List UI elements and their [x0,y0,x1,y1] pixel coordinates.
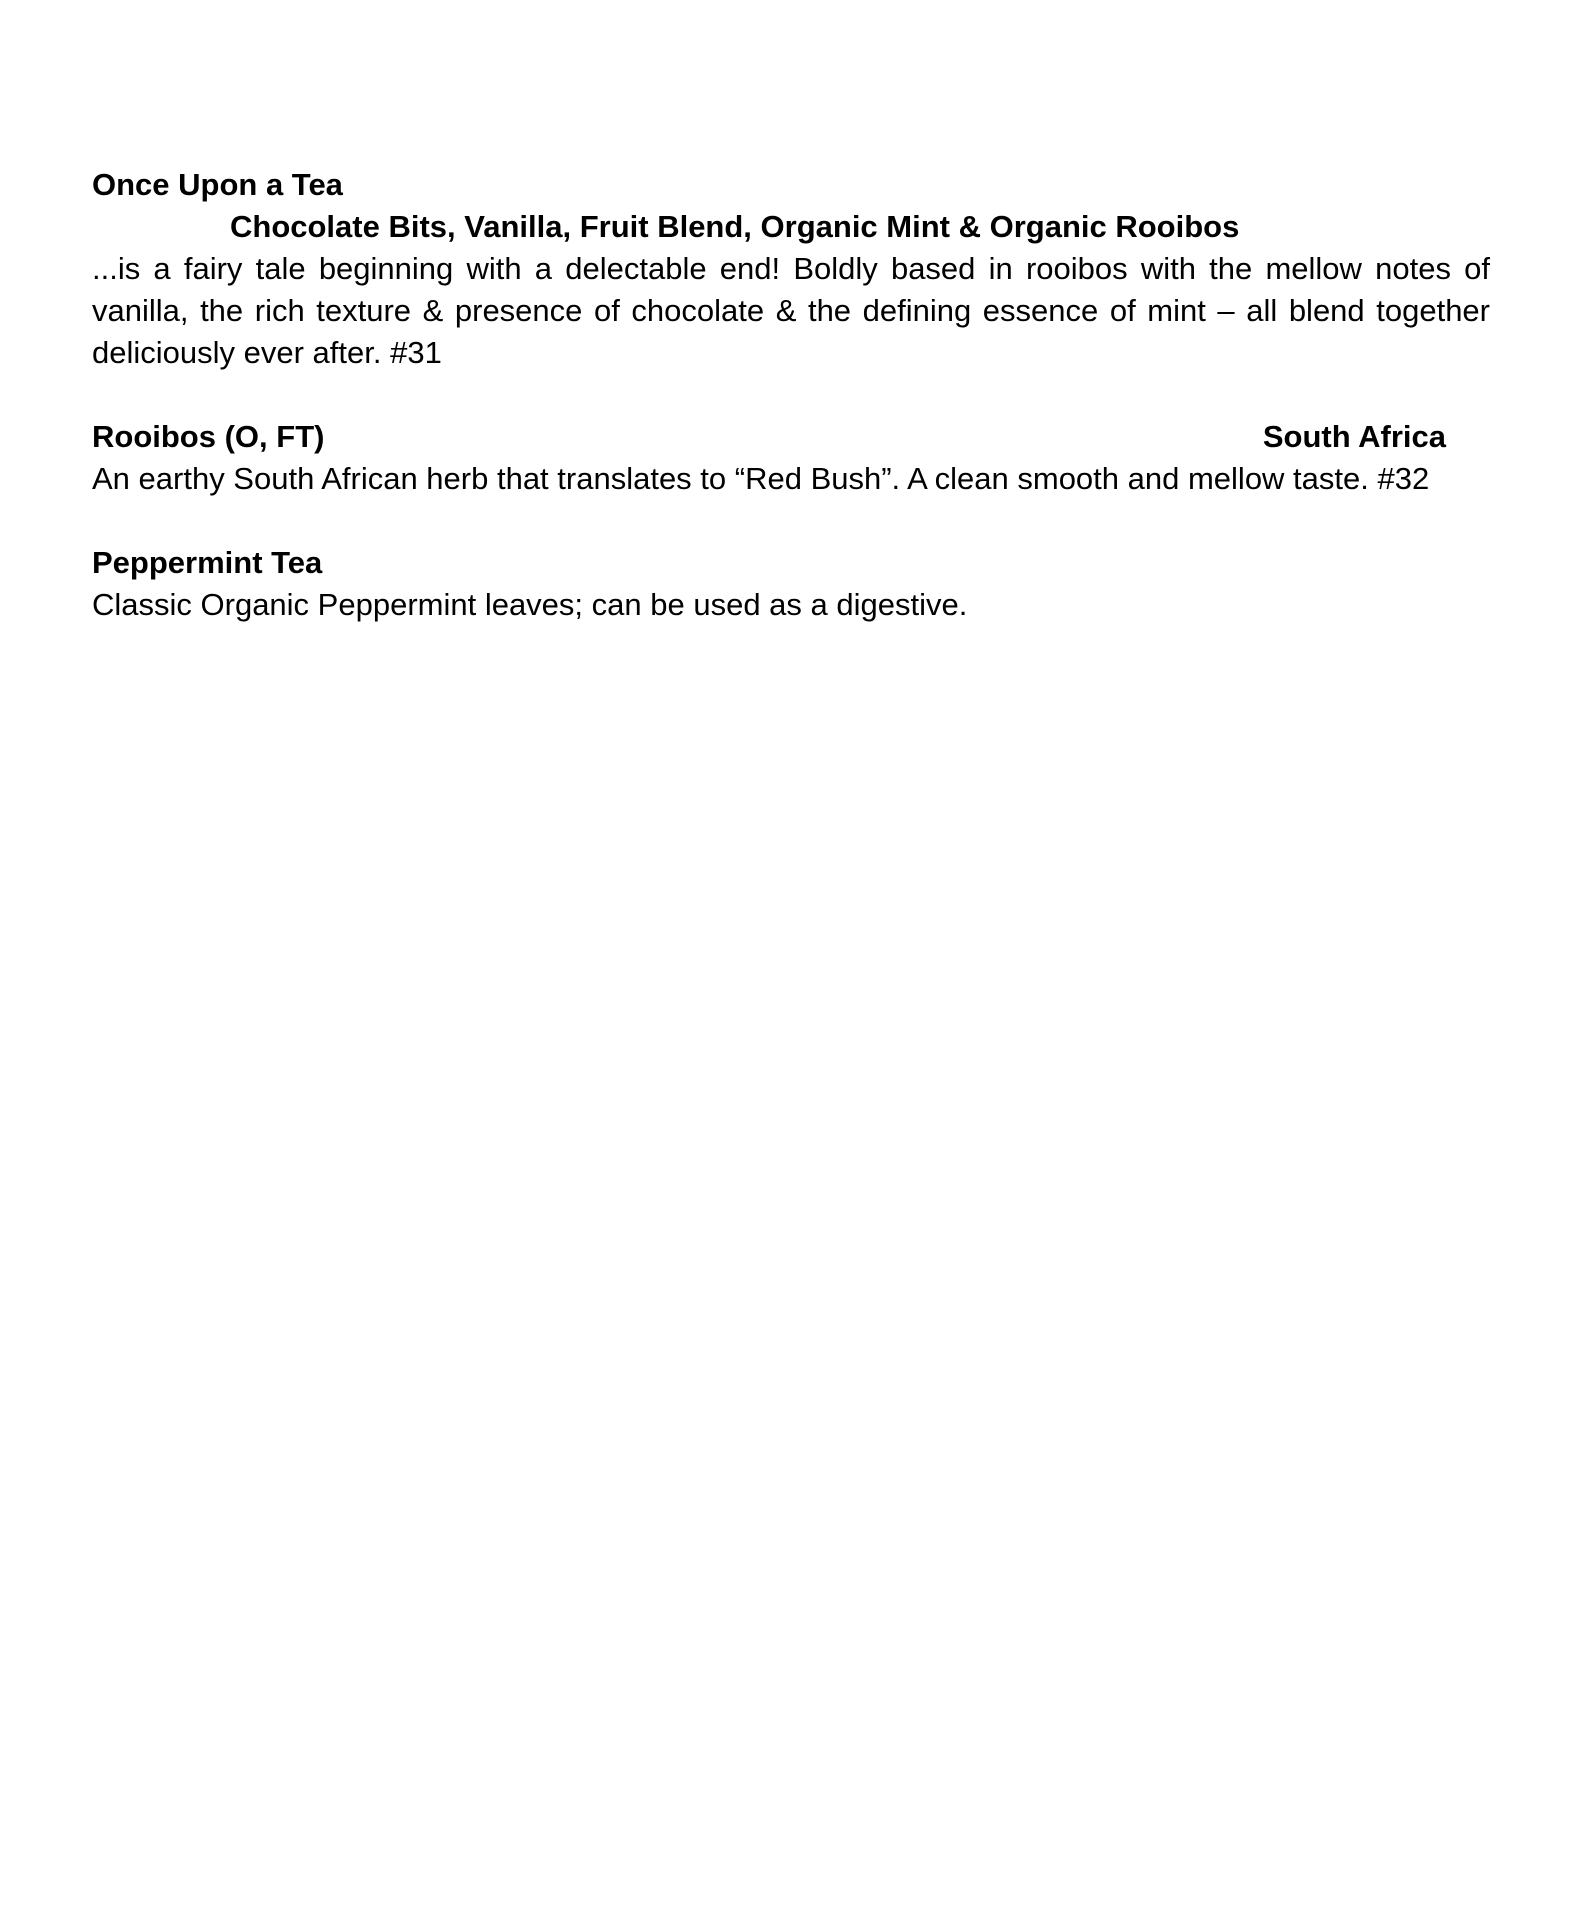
entry-header [92,416,1490,458]
tea-ingredients: Chocolate Bits, Vanilla, Fruit Blend, Organic Mint & Organic Rooibos [230,209,1240,244]
tea-origin: South Africa [1262,419,1446,454]
tea-description: ...is a fairy tale beginning with a delectable end! Boldly based in rooibos with the mellow notes of vanilla, the rich texture & presence of chocolate & the defining essence of mint – all blend together deliciously ever after. #31 [92,251,1490,370]
tea-title: Once Upon a Tea [92,167,343,202]
tea-entry-once-upon-a-tea [92,164,1490,374]
tea-entry-peppermint [92,542,1490,626]
entry-header [92,164,1490,206]
tea-title: Rooibos (O, FT) [92,419,325,454]
tea-description: Classic Organic Peppermint leaves; can be used as a digestive. [92,587,968,622]
tea-title: Peppermint Tea [92,545,323,580]
tea-entry-rooibos [92,416,1490,500]
tea-description: An earthy South African herb that translates to “Red Bush”. A clean smooth and mellow taste. #32 [92,461,1430,496]
entry-header [92,542,1490,584]
